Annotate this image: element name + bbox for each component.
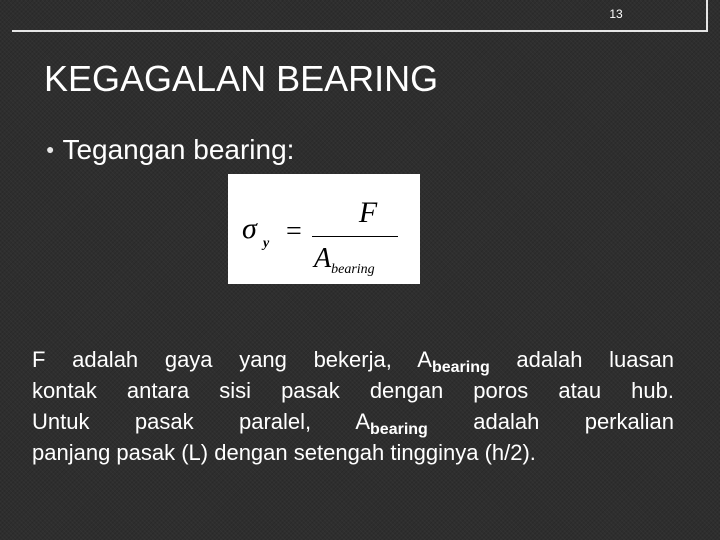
formula-sigma: σ	[242, 212, 257, 245]
body-line-2: kontak antara sisi pasak dengan poros atau hub.	[32, 378, 674, 403]
bullet-item	[46, 134, 294, 166]
body-paragraph	[32, 344, 674, 468]
formula-denominator-symbol: A	[314, 243, 332, 274]
slide-title: KEGAGALAN BEARING	[44, 58, 439, 99]
slide-number: 13	[609, 7, 623, 21]
bullet-text: Tegangan bearing:	[62, 134, 295, 165]
body-line-1-subscript: bearing	[431, 359, 490, 376]
body-line-3-b: adalah perkalian	[427, 409, 674, 434]
header-rule-tick	[706, 0, 708, 30]
formula-sigma-subscript: y	[263, 236, 270, 251]
body-line-3-subscript: bearing	[370, 421, 428, 438]
body-line-1	[32, 344, 674, 375]
bullet-dot-icon: ●	[46, 140, 55, 157]
body-line-3	[32, 406, 674, 437]
body-line-3-a: Untuk pasak paralel, A	[32, 409, 371, 434]
body-line-1-a: F adalah gaya yang bekerja, A	[32, 347, 432, 372]
formula-denominator	[314, 244, 375, 279]
formula-equals: =	[286, 216, 302, 247]
formula-image	[228, 174, 420, 284]
body-line-4: panjang pasak (L) dengan setengah tingginya (h/2).	[32, 440, 536, 465]
body-line-1-b: adalah luasan	[489, 347, 674, 372]
formula-fraction-line	[312, 236, 398, 237]
formula-denominator-subscript: bearing	[331, 262, 375, 277]
formula-numerator: F	[358, 196, 378, 229]
